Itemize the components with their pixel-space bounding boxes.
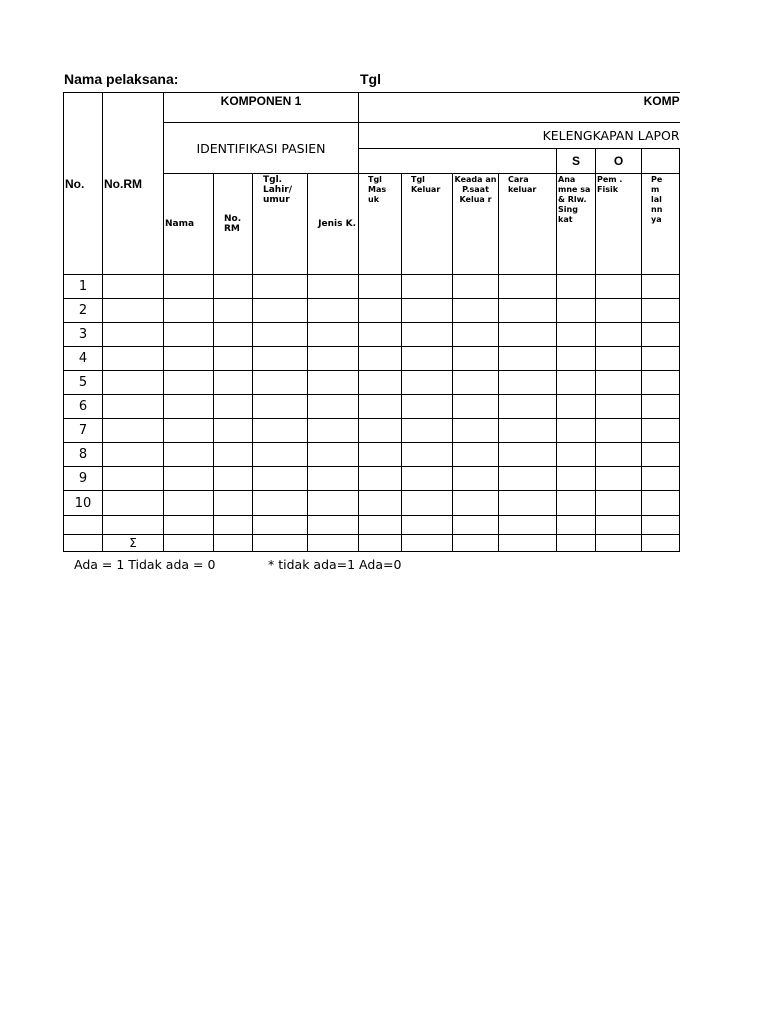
cell — [103, 275, 164, 299]
cell — [253, 395, 308, 419]
cell — [308, 419, 359, 443]
cell — [308, 535, 359, 552]
row-number: 9 — [64, 467, 103, 491]
cell — [214, 443, 253, 467]
row-number: 7 — [64, 419, 103, 443]
cell — [453, 323, 499, 347]
cell — [596, 419, 642, 443]
cell — [402, 299, 453, 323]
tgl-label: Tgl — [360, 71, 381, 87]
cell — [103, 371, 164, 395]
cell — [402, 491, 453, 516]
cell — [359, 347, 402, 371]
cell — [499, 516, 557, 535]
cell — [103, 419, 164, 443]
cell — [557, 395, 596, 419]
cell — [453, 419, 499, 443]
sub-tgl-keluar: Tgl Keluar — [402, 174, 453, 275]
cell — [164, 419, 214, 443]
blank-header-cell — [359, 149, 557, 174]
cell — [253, 491, 308, 516]
cell — [214, 535, 253, 552]
cell — [596, 371, 642, 395]
cell — [359, 467, 402, 491]
sub-cara-keluar: Cara keluar — [499, 174, 557, 275]
cell — [253, 419, 308, 443]
cell — [642, 299, 680, 323]
row-number: 10 — [64, 491, 103, 516]
cell — [642, 516, 680, 535]
cell — [64, 516, 103, 535]
cell — [642, 535, 680, 552]
cell — [499, 395, 557, 419]
cell — [596, 467, 642, 491]
cell — [103, 347, 164, 371]
cell — [359, 419, 402, 443]
cell — [103, 491, 164, 516]
cell — [557, 347, 596, 371]
cell — [214, 516, 253, 535]
cell — [499, 299, 557, 323]
cell — [359, 491, 402, 516]
cell — [359, 395, 402, 419]
sub-pem-fisik: Pem . Fisik — [596, 174, 642, 275]
row-number: 6 — [64, 395, 103, 419]
cell — [253, 516, 308, 535]
cell — [453, 299, 499, 323]
cell — [214, 371, 253, 395]
cell — [557, 419, 596, 443]
cell — [402, 323, 453, 347]
legend-note-left: Ada = 1 Tidak ada = 0 — [74, 557, 216, 572]
cell — [253, 535, 308, 552]
cell — [103, 323, 164, 347]
cell — [164, 395, 214, 419]
cell — [499, 467, 557, 491]
cell — [499, 275, 557, 299]
cell — [214, 275, 253, 299]
cell — [253, 275, 308, 299]
cell — [164, 491, 214, 516]
blank-header-cell — [642, 149, 680, 174]
row-number: 1 — [64, 275, 103, 299]
cell — [557, 467, 596, 491]
cell — [214, 395, 253, 419]
cell — [103, 299, 164, 323]
cell — [253, 347, 308, 371]
cell — [402, 371, 453, 395]
cell — [103, 395, 164, 419]
sub-anamnesa: Ana mne sa & Rlw. Sing kat — [557, 174, 596, 275]
cell — [103, 443, 164, 467]
cell — [214, 419, 253, 443]
cell — [402, 443, 453, 467]
cell — [253, 371, 308, 395]
cell — [557, 535, 596, 552]
s-header: S — [557, 149, 596, 174]
row-number: 8 — [64, 443, 103, 467]
cell — [596, 299, 642, 323]
cell — [164, 299, 214, 323]
cell — [499, 535, 557, 552]
cell — [642, 275, 680, 299]
cell — [596, 516, 642, 535]
sigma-cell: Σ — [103, 535, 164, 552]
cell — [308, 395, 359, 419]
cell — [308, 323, 359, 347]
cell — [499, 419, 557, 443]
col-norm-header: No.RM — [103, 93, 164, 275]
cell — [596, 347, 642, 371]
cell — [359, 323, 402, 347]
cell — [214, 491, 253, 516]
cell — [253, 443, 308, 467]
cell — [308, 443, 359, 467]
cell — [499, 347, 557, 371]
cell — [557, 275, 596, 299]
cell — [253, 467, 308, 491]
cell — [164, 535, 214, 552]
cell — [214, 299, 253, 323]
cell — [164, 467, 214, 491]
cell — [164, 347, 214, 371]
cell — [164, 323, 214, 347]
cell — [499, 491, 557, 516]
cell — [64, 535, 103, 552]
sub-nama: Nama — [164, 174, 214, 275]
cell — [359, 299, 402, 323]
cell — [557, 323, 596, 347]
row-number: 4 — [64, 347, 103, 371]
cell — [308, 467, 359, 491]
cell — [642, 323, 680, 347]
cell — [642, 371, 680, 395]
cell — [557, 371, 596, 395]
cell — [308, 299, 359, 323]
cell — [359, 535, 402, 552]
kelengkapan-header: KELENGKAPAN LAPOR — [359, 123, 680, 149]
o-header: O — [596, 149, 642, 174]
cell — [596, 323, 642, 347]
sub-keadaan: Keada an P.saat Kelua r — [453, 174, 499, 275]
komponen1-header: KOMPONEN 1 — [164, 93, 359, 123]
cell — [308, 371, 359, 395]
cell — [402, 535, 453, 552]
row-number: 3 — [64, 323, 103, 347]
cell — [453, 443, 499, 467]
cell — [164, 275, 214, 299]
cell — [308, 347, 359, 371]
cell — [164, 371, 214, 395]
cell — [402, 516, 453, 535]
identifikasi-header: IDENTIFIKASI PASIEN — [164, 123, 359, 174]
cell — [642, 347, 680, 371]
cell — [596, 535, 642, 552]
cell — [596, 275, 642, 299]
cell — [214, 467, 253, 491]
cell — [453, 516, 499, 535]
cell — [642, 467, 680, 491]
cell — [453, 395, 499, 419]
cell — [359, 371, 402, 395]
cell — [642, 443, 680, 467]
col-no-header: No. — [64, 93, 103, 275]
cell — [453, 347, 499, 371]
cell — [596, 491, 642, 516]
sub-tgl-masuk: Tgl Mas uk — [359, 174, 402, 275]
cell — [642, 419, 680, 443]
cell — [103, 516, 164, 535]
cell — [359, 443, 402, 467]
cell — [402, 275, 453, 299]
cell — [359, 516, 402, 535]
cell — [453, 467, 499, 491]
cell — [453, 371, 499, 395]
cell — [103, 467, 164, 491]
cell — [402, 395, 453, 419]
cell — [499, 371, 557, 395]
cell — [499, 323, 557, 347]
sub-no-rm: No. RM — [214, 174, 253, 275]
cell — [402, 347, 453, 371]
cell — [402, 419, 453, 443]
cell — [308, 491, 359, 516]
cell — [596, 443, 642, 467]
cell — [359, 275, 402, 299]
cell — [214, 323, 253, 347]
cell — [308, 516, 359, 535]
cell — [453, 491, 499, 516]
sheet-frame — [63, 92, 680, 556]
sub-pemeriksaan: Pe m lal nn ya — [642, 174, 680, 275]
cell — [596, 395, 642, 419]
row-number: 5 — [64, 371, 103, 395]
cell — [214, 347, 253, 371]
cell — [642, 491, 680, 516]
cell — [557, 443, 596, 467]
cell — [557, 516, 596, 535]
sub-tgl-lahir: Tgl. Lahir/ umur — [253, 174, 308, 275]
cell — [453, 535, 499, 552]
legend-note-right: * tidak ada=1 Ada=0 — [268, 557, 402, 572]
cell — [557, 491, 596, 516]
cell — [164, 443, 214, 467]
cell — [557, 299, 596, 323]
cell — [642, 395, 680, 419]
cell — [253, 323, 308, 347]
cell — [453, 275, 499, 299]
row-number: 2 — [64, 299, 103, 323]
cell — [253, 299, 308, 323]
cell — [402, 467, 453, 491]
pelaksana-label: Nama pelaksana: — [64, 71, 179, 87]
cell — [164, 516, 214, 535]
checklist-table — [63, 92, 680, 552]
komponen-next-header: KOMP — [359, 93, 680, 123]
cell — [308, 275, 359, 299]
sub-jenis-k: Jenis K. — [308, 174, 359, 275]
cell — [499, 443, 557, 467]
